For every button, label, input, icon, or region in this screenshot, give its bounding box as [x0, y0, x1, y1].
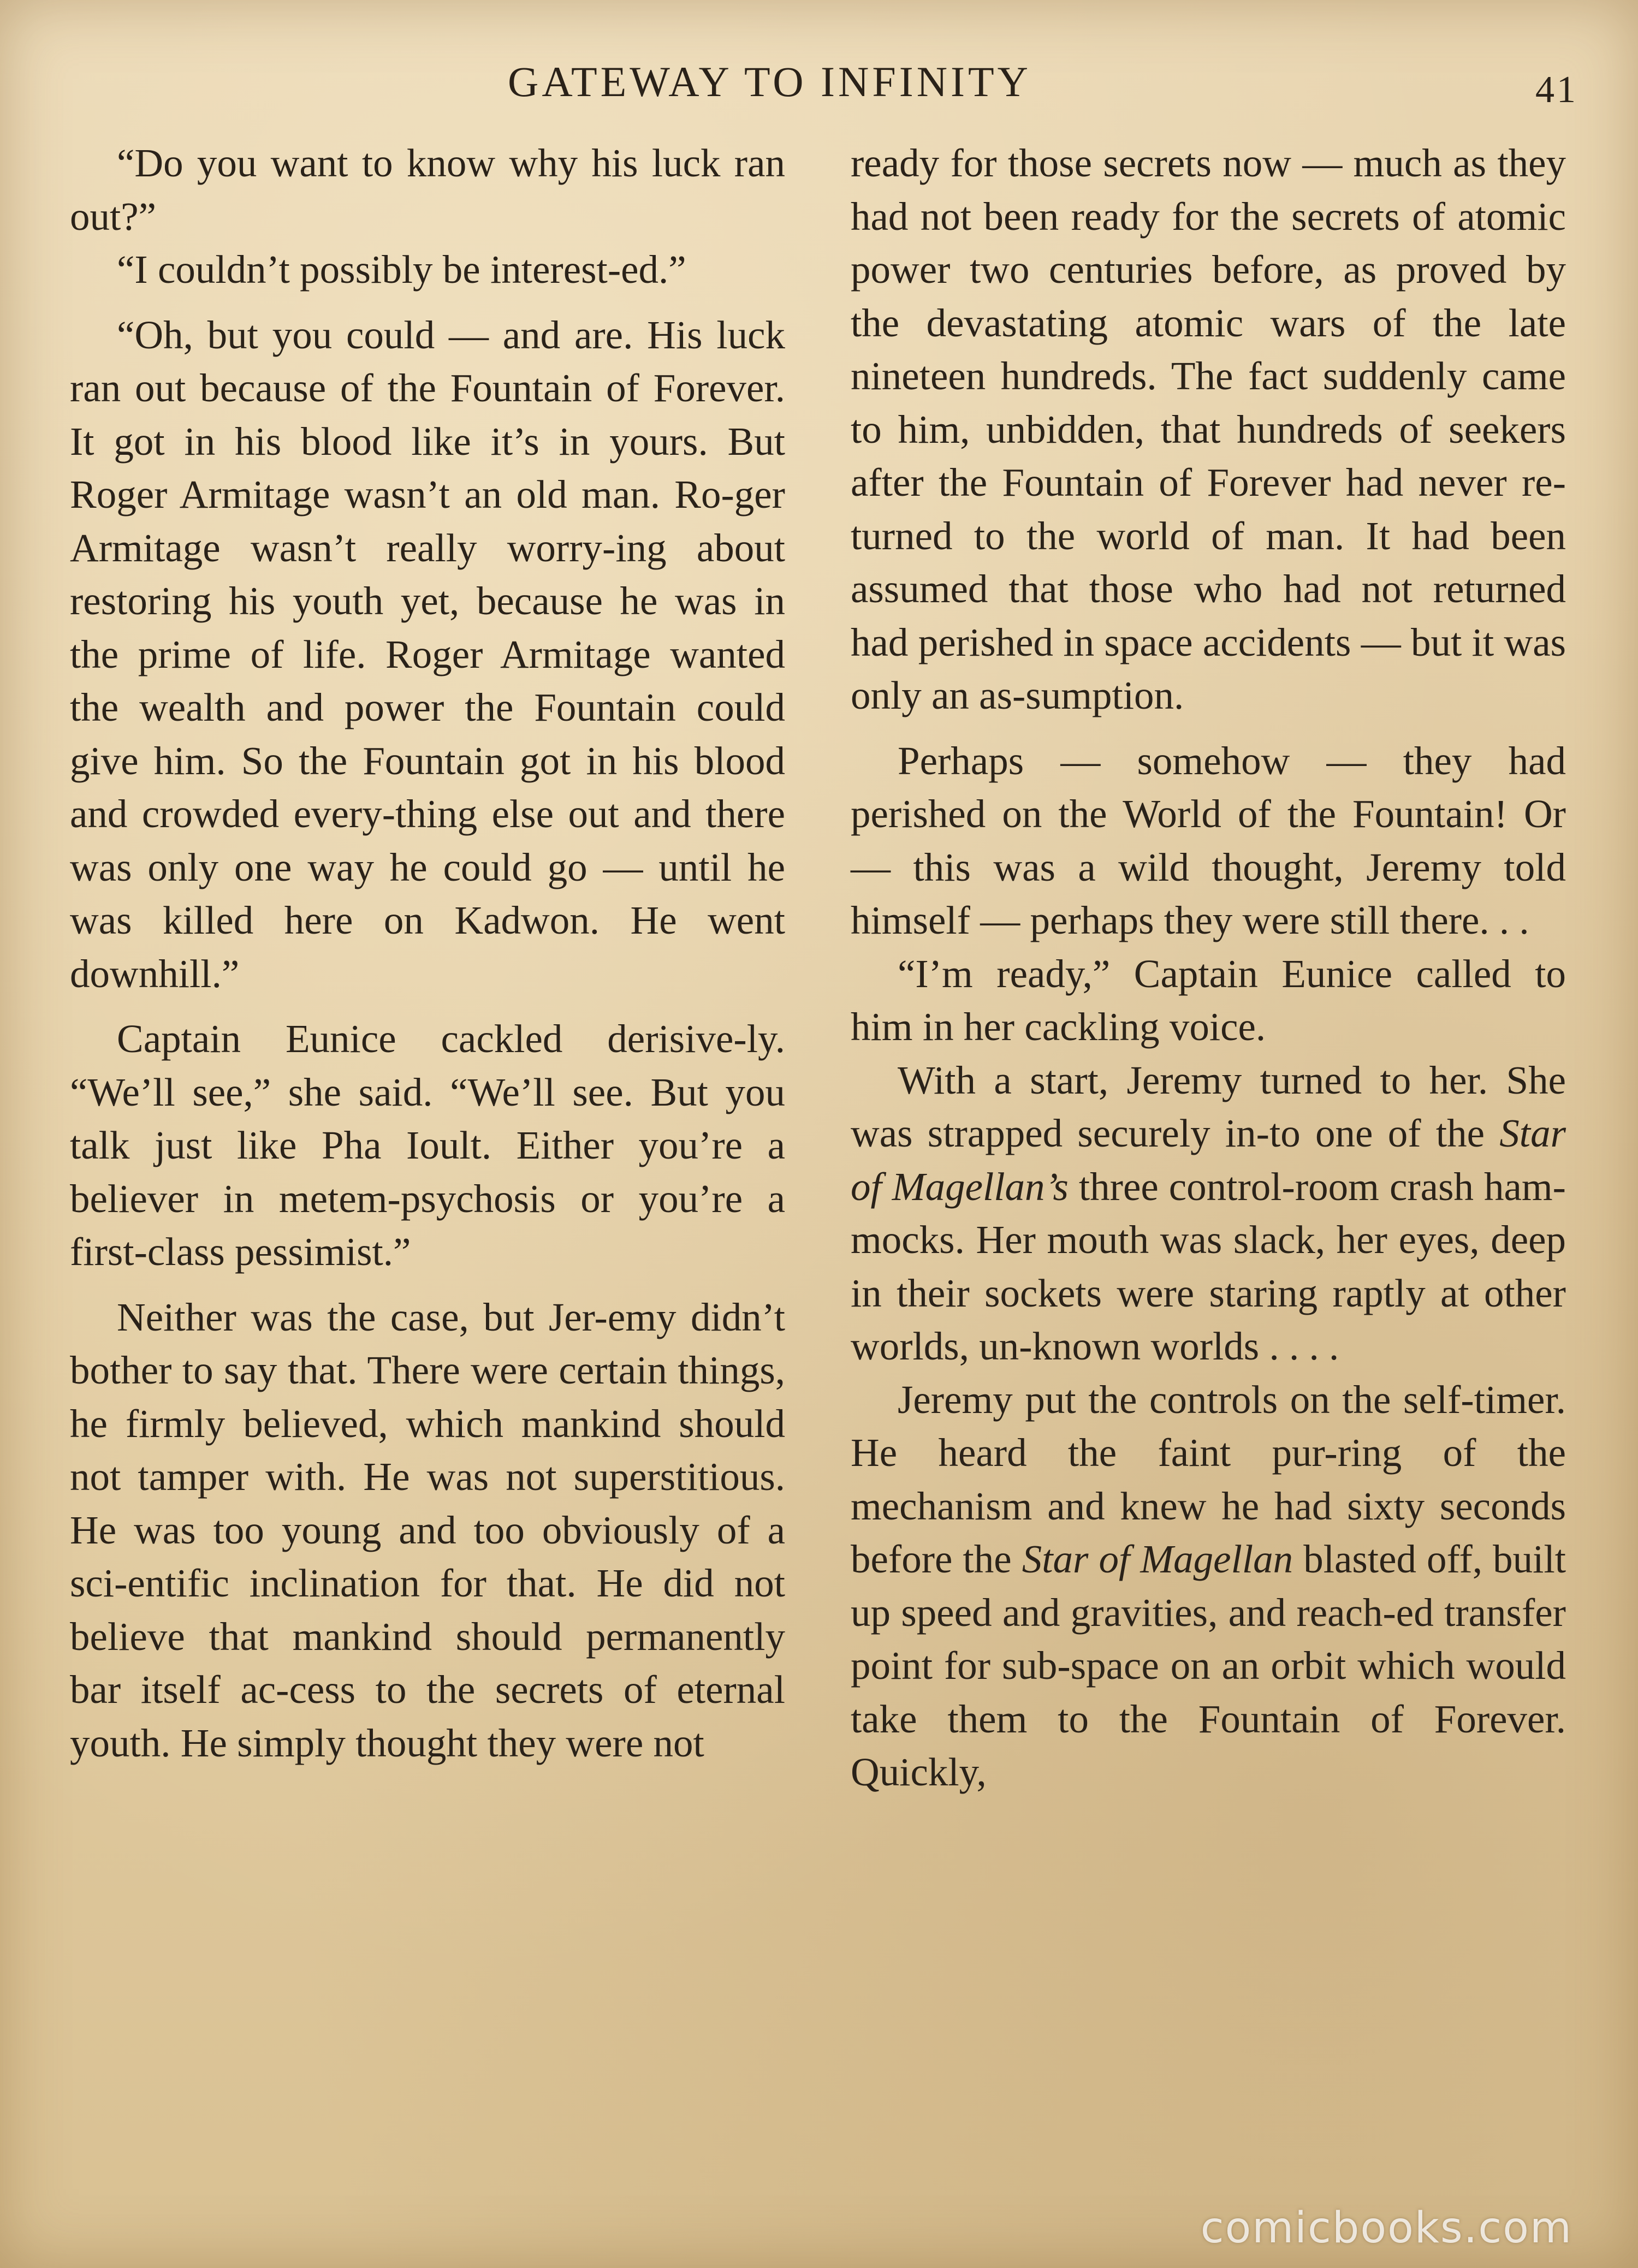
running-title: GATEWAY TO INFINITY [508, 58, 1031, 105]
text-run: blasted off, built up speed and gravities, and reach-ed transfer point for sub-space on an orbit which would take them to the Fountain of Forever. Quickly, [851, 1537, 1566, 1794]
italic-ship-name: Star of Magellan’s [851, 1111, 1566, 1209]
watermark: comicbooks.com [1200, 2204, 1572, 2253]
paragraph [851, 1054, 1566, 1373]
page-number: 41 [1535, 69, 1578, 111]
paragraph: “Do you want to know why his luck ran out?” [70, 141, 785, 239]
text-run: Jeremy put the controls on the self-timer. He heard the faint pur-ring of the mechanism and knew he had sixty seconds before the [851, 1377, 1566, 1581]
page-header [0, 57, 1638, 117]
paragraph: “I couldn’t possibly be interest-ed.” [117, 247, 686, 292]
text-run: three control-room crash ham-mocks. Her mouth was slack, her eyes, deep in their sockets were staring raptly at other worlds, un-known worlds . . . . [851, 1164, 1566, 1368]
text-run: With a start, Jeremy turned to her. She was strapped securely in-to one of the [851, 1058, 1566, 1155]
paragraph: Captain Eunice cackled derisive-ly. “We’ll see,” she said. “We’ll see. But you talk just like Pha Ioult. Either you’re a believer in metem-psychosis or you’re a first-class pessimist.” [70, 1017, 785, 1274]
paragraph: Perhaps — somehow — they had perished on the World of the Fountain! Or — this was a wild thought, Jeremy told himself — perhaps they were still there. . . [851, 738, 1566, 942]
left-column [70, 136, 785, 1770]
paragraph: Neither was the case, but Jer-emy didn’t bother to say that. There were certain things, he firmly believed, which mankind should not tamper with. He was not superstitious. He was too young and too obviously of a sci-entific inclination for that. He did not believe that mankind should permanently bar itself ac-cess to the secrets of eternal youth. He simply thought they were not [70, 1295, 785, 1765]
italic-ship-name: Star of Magellan [1022, 1537, 1293, 1581]
paragraph: ready for those secrets now — much as they had not been ready for the secrets of atomic power two centuries before, as proved by the devastating atomic wars of the late nineteen hundreds. The fact suddenly came to him, unbidden, that hundreds of seekers after the Fountain of Forever had never re-turned to the world of man. It had been assumed that those who had not returned had perished in space accidents — but it was only an as-sumption. [851, 141, 1566, 717]
paragraph: “Oh, but you could — and are. His luck ran out because of the Fountain of Forever. It got in his blood like it’s in yours. But Roger Armitage wasn’t an old man. Ro-ger Armitage wasn’t really worry-ing about restoring his youth yet, because he was in the prime of life. Roger Armitage wanted the wealth and power the Fountain could give him. So the Fountain got in his blood and crowded every-thing else out and there was only one way he could go — until he was killed here on Kadwon. He went downhill.” [70, 312, 785, 996]
right-column [851, 136, 1566, 1799]
paragraph [851, 1373, 1566, 1799]
paragraph: “I’m ready,” Captain Eunice called to him in her cackling voice. [851, 951, 1566, 1049]
